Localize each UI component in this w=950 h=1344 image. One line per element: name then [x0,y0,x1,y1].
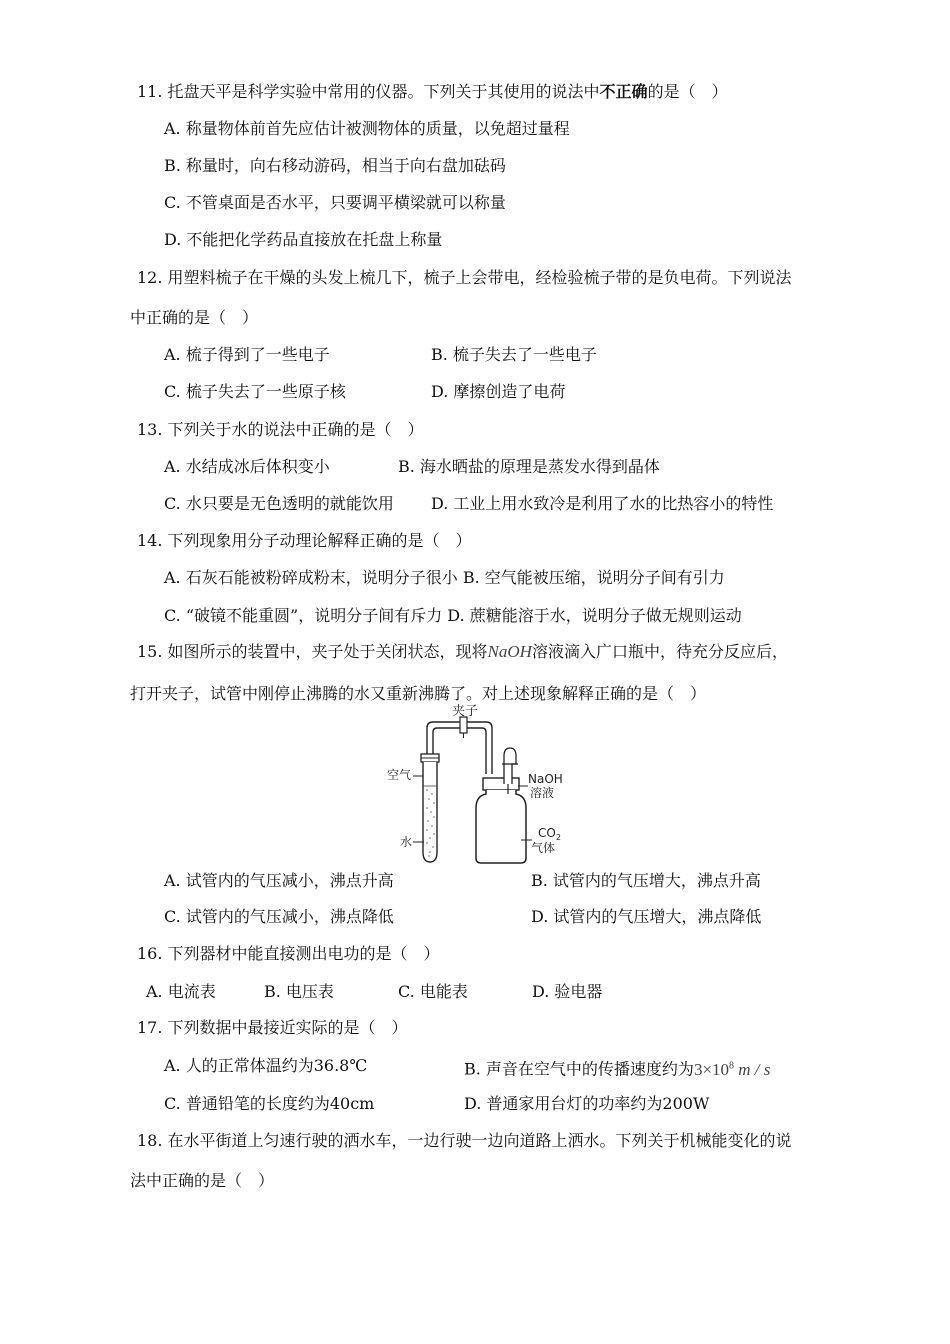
q12-stem-line1: 12. 用塑料梳子在干燥的头发上梳几下，梳子上会带电，经检验梳子带的是负电荷。下列说法 [137,268,792,287]
q15-option-a: A. 试管内的气压减小，沸点升高 [164,871,394,890]
q15-option-b: B. 试管内的气压增大，沸点升高 [531,871,761,890]
q18-stem-line2: 法中正确的是（ ） [130,1171,275,1190]
label-clamp: 夹子 [452,704,479,719]
q15-stem-line1 [137,642,788,662]
q11-stem-part1: 11. 托盘天平是科学实验中常用的仪器。下列关于其使用的说法中 [137,82,600,101]
q17-formula-coef: 3 [693,1059,703,1079]
q17-formula-times: ×10 [702,1059,730,1079]
wide-mouth-bottle [476,790,526,863]
test-tube [423,762,437,862]
q17-formula-unit: m / s [738,1059,771,1079]
label-co2 [538,826,561,842]
label-gas: 气体 [531,841,556,855]
q14-options-ab: A. 石灰石能被粉碎成粉末，说明分子很小 B. 空气能被压缩，说明分子间有引力 [164,568,725,587]
q12-option-d: D. 摩擦创造了电荷 [431,382,566,401]
q11-option-c: C. 不管桌面是否水平，只要调平横梁就可以称量 [164,193,506,212]
q15-stem-part2: 溶液滴入广口瓶中，待充分反应后， [531,642,788,661]
q17-stem: 17. 下列数据中最接近实际的是（ ） [137,1018,408,1037]
q15-option-c: C. 试管内的气压减小，沸点降低 [164,907,394,926]
q17-formula-exponent: 8 [729,1060,735,1071]
q13-option-b: B. 海水晒盐的原理是蒸发水得到晶体 [398,457,660,476]
clamp-icon [460,717,467,733]
q17-option-c: C. 普通铅笔的长度约为40cm [164,1094,375,1113]
q13-option-c: C. 水只要是无色透明的就能饮用 [164,494,394,513]
q11-stem-emphasis: 不正确 [599,82,648,101]
q14-stem: 14. 下列现象用分子动理论解释正确的是（ ） [137,531,472,550]
label-naoh: NaOH [528,772,563,786]
q11-option-a: A. 称量物体前首先应估计被测物体的质量，以免超过量程 [164,119,570,138]
label-co2-main: CO [538,826,556,840]
q16-option-d: D. 验电器 [532,982,603,1001]
q11-stem [137,82,728,102]
label-solution: 溶液 [530,786,555,800]
label-water: 水 [400,835,413,849]
q16-option-c: C. 电能表 [398,982,468,1001]
q15-stem-part1: 15. 如图所示的装置中，夹子处于关闭状态，现将 [137,642,488,661]
label-co2-subscript: 2 [555,833,561,842]
q17-option-d: D. 普通家用台灯的功率约为200W [464,1094,710,1113]
bottle-stopper [483,778,519,790]
q14-options-cd: C. “破镜不能重圆”，说明分子间有斥力 D. 蔗糖能溶于水，说明分子做无规则运动 [164,606,742,625]
label-air: 空气 [387,768,412,782]
q16-option-a: A. 电流表 [146,982,216,1001]
q11-option-d: D. 不能把化学药品直接放在托盘上称量 [164,230,443,249]
q13-option-d: D. 工业上用水致冷是利用了水的比热容小的特性 [431,494,774,513]
q17-option-b-text: B. 声音在空气中的传播速度约为 [464,1059,694,1079]
q16-option-b: B. 电压表 [264,982,334,1001]
q11-stem-part2: 的是（ ） [647,82,728,101]
q13-option-a: A. 水结成冰后体积变小 [164,457,330,476]
q15-stem-line2: 打开夹子，试管中刚停止沸腾的水又重新沸腾了。对上述现象解释正确的是（ ） [130,684,707,703]
q15-option-d: D. 试管内的气压增大，沸点降低 [531,907,762,926]
q17-option-a: A. 人的正常体温约为36.8℃ [164,1056,368,1075]
q13-stem: 13. 下列关于水的说法中正确的是（ ） [137,420,424,439]
q11-option-b: B. 称量时，向右移动游码，相当于向右盘加砝码 [164,156,506,175]
q12-option-b: B. 梳子失去了一些电子 [431,345,597,364]
q16-stem: 16. 下列器材中能直接测出电功的是（ ） [137,944,440,963]
q18-stem-line1: 18. 在水平街道上匀速行驶的洒水车，一边行驶一边向道路上洒水。下列关于机械能变化的说 [137,1131,792,1150]
q15-apparatus-figure [380,704,580,866]
q15-formula-naoh: NaOH [487,642,532,661]
q12-option-a: A. 梳子得到了一些电子 [164,345,330,364]
q12-stem-line2: 中正确的是（ ） [130,308,259,327]
q12-option-c: C. 梳子失去了一些原子核 [164,382,346,401]
q17-option-b [464,1056,770,1080]
q17-option-b-formula [694,1060,770,1079]
